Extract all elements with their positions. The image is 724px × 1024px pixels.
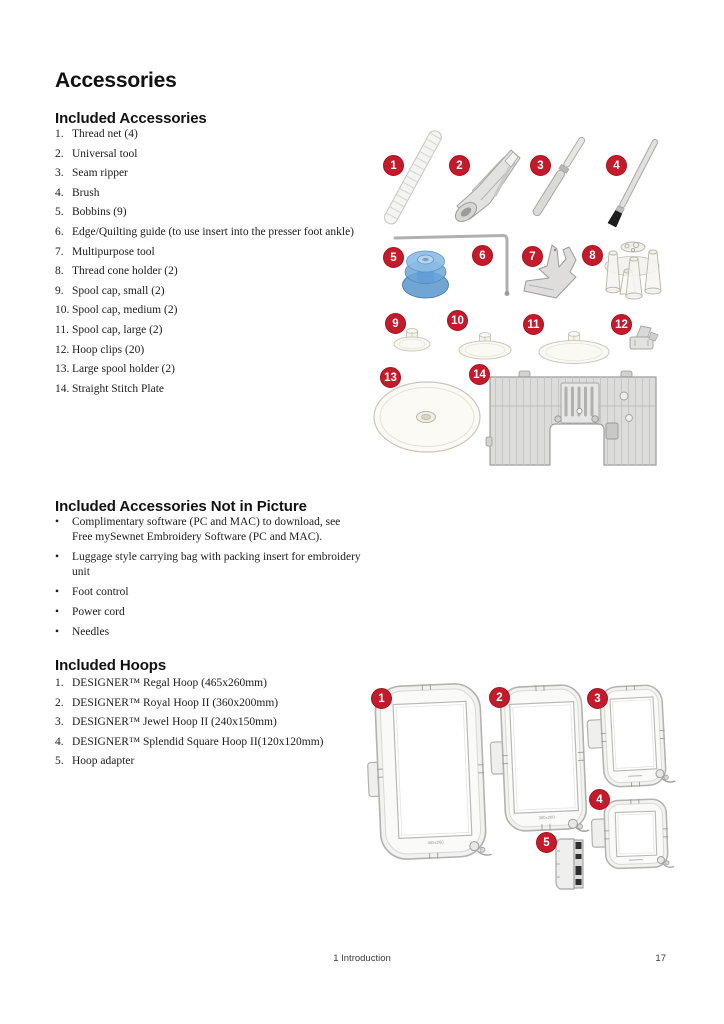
list-marker: 13. xyxy=(55,363,70,376)
list-text: Edge/Quilting guide (to use insert into the presser foot ankle) xyxy=(72,225,355,238)
list-item xyxy=(55,245,363,261)
bullet: • xyxy=(55,626,60,638)
accessories-illustration xyxy=(373,126,669,470)
list-text: Large spool holder (2) xyxy=(72,363,175,376)
list-marker: 11. xyxy=(55,323,69,336)
seam-ripper-illustration xyxy=(531,135,587,217)
list-text: Luggage style carrying bag with packing insert for embroidery unit xyxy=(72,551,361,578)
list-item xyxy=(55,676,363,692)
spool-cap-large-illustration xyxy=(539,332,609,364)
hoop-badge-4: 4 xyxy=(589,789,610,810)
list-item xyxy=(55,284,363,300)
heading-included-accessories: Included Accessories xyxy=(55,110,207,127)
list-marker: 10. xyxy=(55,304,70,317)
not-in-picture-list xyxy=(55,515,363,645)
list-text: Multipurpose tool xyxy=(72,245,155,258)
list-item xyxy=(55,186,363,202)
list-marker: 14. xyxy=(55,382,70,395)
list-item xyxy=(55,715,363,731)
list-text: Straight Stitch Plate xyxy=(72,382,164,395)
list-text: DESIGNER™ Regal Hoop (465x260mm) xyxy=(72,677,267,689)
hoop2-size-label: 360x200 xyxy=(538,814,555,821)
bullet: • xyxy=(55,606,60,618)
list-marker: 8. xyxy=(55,265,64,278)
hoop-badge-1: 1 xyxy=(371,688,392,709)
list-text: Spool cap, large (2) xyxy=(72,323,163,336)
bullet: • xyxy=(55,586,60,598)
list-item xyxy=(55,585,363,600)
list-text: Complimentary software (PC and MAC) to download, see Free mySewnet Embroidery Software (PC and MAC). xyxy=(72,516,341,543)
large-spool-holder-illustration xyxy=(374,382,480,452)
accessory-badge-4: 4 xyxy=(606,155,627,176)
list-text: Power cord xyxy=(72,606,125,618)
straight-stitch-plate-illustration xyxy=(486,371,656,465)
footer-chapter: 1 Introduction xyxy=(333,953,391,964)
list-text: Foot control xyxy=(72,586,129,598)
list-marker: 2. xyxy=(55,147,64,160)
list-marker: 12. xyxy=(55,343,70,356)
list-text: Brush xyxy=(72,186,100,199)
accessory-badge-11: 11 xyxy=(523,314,544,335)
hoops-illustration xyxy=(360,676,682,906)
list-item xyxy=(55,303,363,319)
list-item xyxy=(55,515,363,545)
accessory-badge-8: 8 xyxy=(582,245,603,266)
accessory-badge-6: 6 xyxy=(472,245,493,266)
accessory-badge-12: 12 xyxy=(611,314,632,335)
thread-net-illustration xyxy=(382,129,443,227)
list-text: DESIGNER™ Splendid Square Hoop II(120x120mm) xyxy=(72,735,324,748)
list-item xyxy=(55,362,363,378)
hoop-clip-illustration xyxy=(630,326,658,349)
hoop-badge-2: 2 xyxy=(489,687,510,708)
thread-cone-holder-illustration xyxy=(605,242,661,299)
bobbins-illustration xyxy=(403,251,449,298)
footer-page-number: 17 xyxy=(655,953,666,964)
list-marker: 1. xyxy=(55,677,64,689)
list-marker: 3. xyxy=(55,716,64,729)
accessory-badge-3: 3 xyxy=(530,155,551,176)
list-text: DESIGNER™ Jewel Hoop II (240x150mm) xyxy=(72,716,277,729)
list-item xyxy=(55,696,363,712)
list-text: Spool cap, medium (2) xyxy=(72,304,178,317)
list-marker: 7. xyxy=(55,245,64,258)
list-item xyxy=(55,127,363,143)
list-marker: 1. xyxy=(55,128,64,140)
spool-cap-medium-illustration xyxy=(459,333,511,359)
list-text: Bobbins (9) xyxy=(72,206,127,219)
list-item xyxy=(55,735,363,751)
list-item xyxy=(55,343,363,359)
list-marker: 5. xyxy=(55,755,64,768)
hoop1-size-label: 465x260 xyxy=(427,839,444,846)
list-marker: 2. xyxy=(55,696,64,709)
list-item xyxy=(55,382,363,398)
accessory-badge-5: 5 xyxy=(383,247,404,268)
list-text: Hoop adapter xyxy=(72,755,135,768)
heading-not-in-picture: Included Accessories Not in Picture xyxy=(55,498,307,515)
accessory-badge-14: 14 xyxy=(469,364,490,385)
list-text: Seam ripper xyxy=(72,167,128,180)
accessory-badge-1: 1 xyxy=(383,155,404,176)
list-marker: 6. xyxy=(55,225,64,238)
page-title: Accessories xyxy=(55,69,177,92)
hoop-badge-5: 5 xyxy=(536,832,557,853)
list-text: DESIGNER™ Royal Hoop II (360x200mm) xyxy=(72,696,279,709)
included-accessories-list xyxy=(55,127,363,401)
list-marker: 5. xyxy=(55,206,64,219)
accessory-badge-2: 2 xyxy=(449,155,470,176)
accessory-badge-10: 10 xyxy=(447,310,468,331)
list-text: Universal tool xyxy=(72,147,138,160)
list-text: Thread net (4) xyxy=(72,128,138,140)
list-marker: 4. xyxy=(55,186,64,199)
brush-illustration xyxy=(608,138,660,227)
list-marker: 9. xyxy=(55,284,64,297)
list-item xyxy=(55,754,363,770)
heading-included-hoops: Included Hoops xyxy=(55,657,167,674)
hoop-badge-3: 3 xyxy=(587,688,608,709)
list-item xyxy=(55,550,363,580)
list-item xyxy=(55,323,363,339)
list-item xyxy=(55,225,363,241)
accessory-badge-13: 13 xyxy=(380,367,401,388)
list-text: Hoop clips (20) xyxy=(72,343,145,356)
list-item xyxy=(55,625,363,640)
accessory-badge-9: 9 xyxy=(385,313,406,334)
bullet: • xyxy=(55,551,60,563)
bullet: • xyxy=(55,516,60,528)
list-item xyxy=(55,605,363,620)
list-text: Needles xyxy=(72,626,110,638)
accessory-badge-7: 7 xyxy=(522,246,543,267)
list-marker: 4. xyxy=(55,735,64,748)
hoop-adapter-illustration xyxy=(556,839,583,889)
list-item xyxy=(55,264,363,280)
included-hoops-list xyxy=(55,676,363,774)
list-item xyxy=(55,205,363,221)
list-item xyxy=(55,147,363,163)
list-text: Thread cone holder (2) xyxy=(72,265,178,278)
list-item xyxy=(55,166,363,182)
list-marker: 3. xyxy=(55,167,64,180)
list-text: Spool cap, small (2) xyxy=(72,284,165,297)
